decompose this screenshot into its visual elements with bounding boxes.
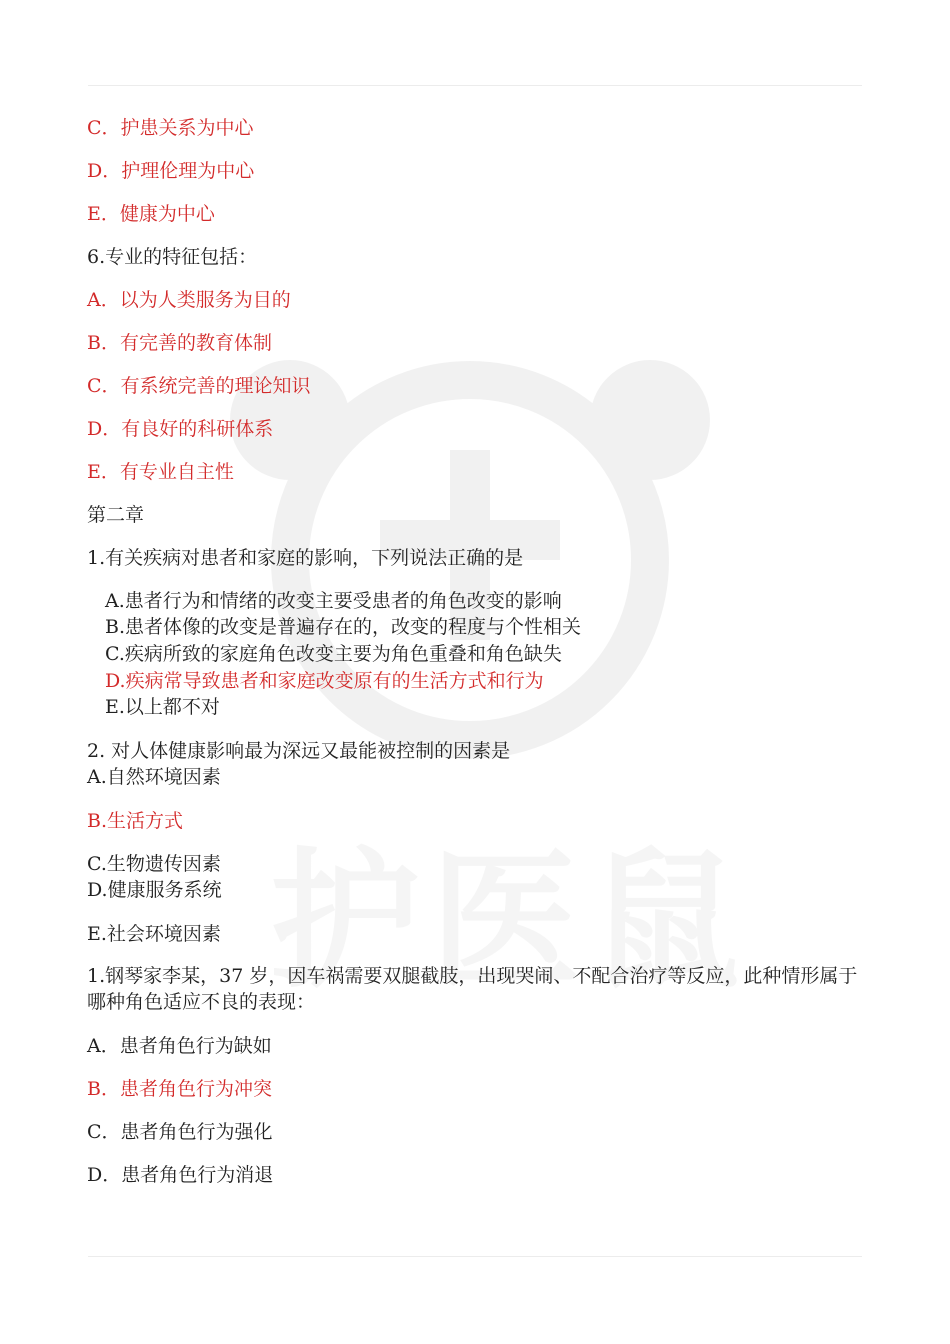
- option-line: C.疾病所致的家庭角色改变主要为角色重叠和角色缺失: [105, 643, 562, 665]
- header-rule: [88, 85, 862, 86]
- option-line: C.生物遗传因素: [87, 853, 221, 875]
- option-line: B.患者体像的改变是普遍存在的，改变的程度与个性相关: [105, 616, 582, 638]
- option-line: E．有专业自主性: [87, 461, 234, 483]
- option-line: B.生活方式: [87, 810, 184, 832]
- question-line: 6.专业的特征包括：: [87, 246, 258, 268]
- option-line: E.社会环境因素: [87, 923, 221, 945]
- option-line: A.患者行为和情绪的改变主要受患者的角色改变的影响: [105, 590, 562, 612]
- option-line: D.疾病常导致患者和家庭改变原有的生活方式和行为: [105, 670, 544, 692]
- option-line: C．患者角色行为强化: [87, 1121, 273, 1143]
- footer-rule: [88, 1256, 862, 1257]
- option-line: B．有完善的教育体制: [87, 332, 272, 354]
- option-line: A．以为人类服务为目的: [87, 289, 291, 311]
- option-line: D.健康服务系统: [87, 879, 222, 901]
- option-line: D．患者角色行为消退: [87, 1164, 274, 1186]
- option-line: C．护患关系为中心: [87, 117, 254, 139]
- question-line: 1.钢琴家李某，37 岁，因车祸需要双腿截肢，出现哭闹、不配合治疗等反应，此种情形属于哪种角色适应不良的表现：: [87, 965, 858, 1013]
- option-line: C．有系统完善的理论知识: [87, 375, 311, 397]
- question-line: 2. 对人体健康影响最为深远又最能被控制的因素是: [87, 740, 511, 762]
- chapter-heading: 第二章: [87, 504, 145, 526]
- option-line: D．护理伦理为中心: [87, 160, 255, 182]
- option-line: A．患者角色行为缺如: [87, 1035, 272, 1057]
- question-line: 1.有关疾病对患者和家庭的影响，下列说法正确的是: [87, 547, 524, 569]
- option-line: E．健康为中心: [87, 203, 215, 225]
- option-line: D．有良好的科研体系: [87, 418, 274, 440]
- option-line: B．患者角色行为冲突: [87, 1078, 272, 1100]
- option-line: A.自然环境因素: [87, 766, 221, 788]
- option-line: E.以上都不对: [105, 696, 220, 718]
